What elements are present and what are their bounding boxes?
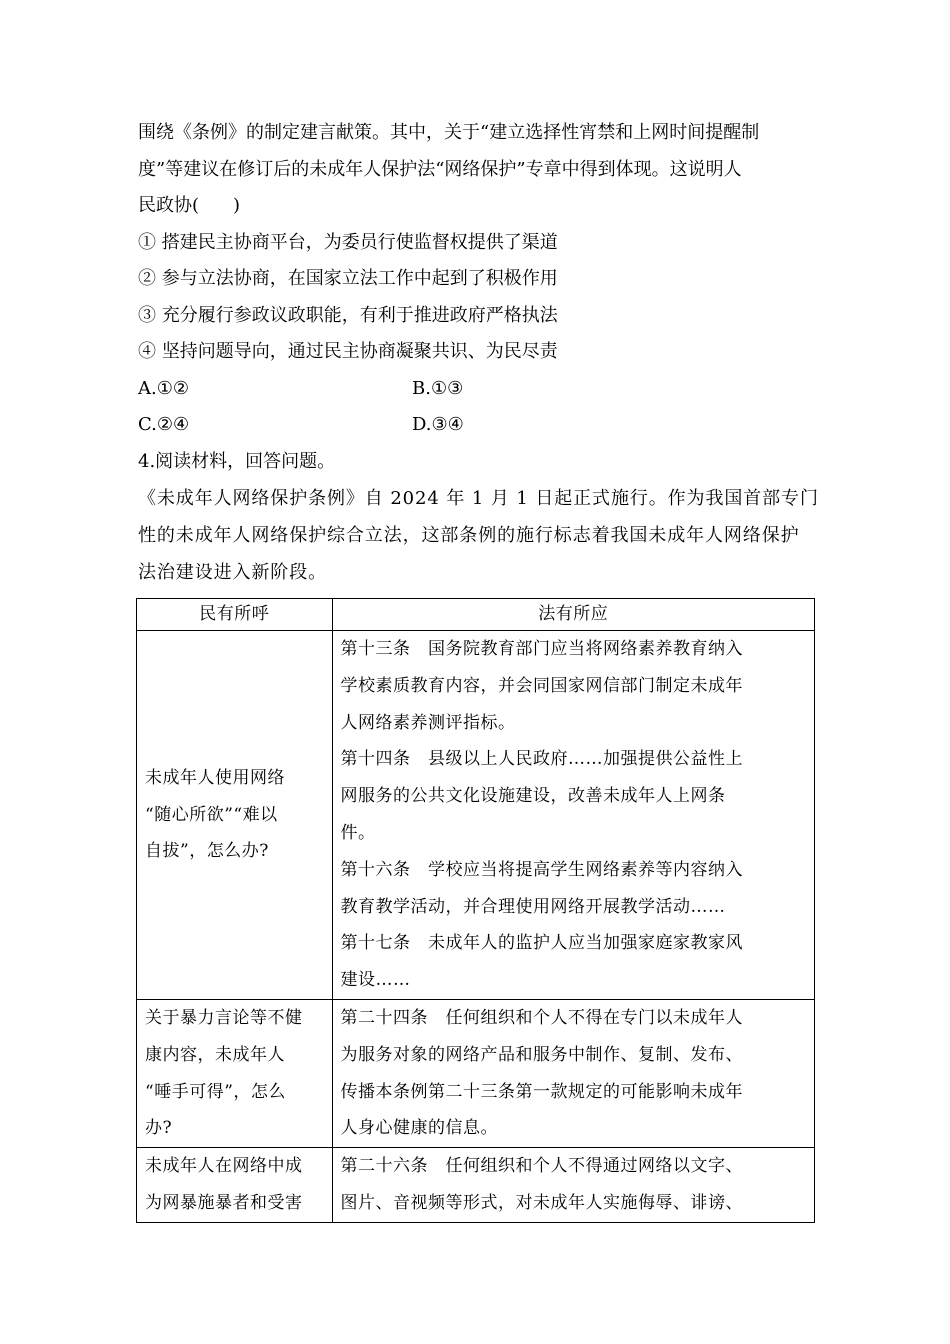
table-cell-demand [137, 1148, 333, 1223]
cell-line: 自拔”，怎么办? [145, 841, 269, 862]
q3-stem-line-2: 度”等建议在修订后的未成年人保护法“网络保护”专章中得到体现。这说明人 [138, 159, 742, 180]
table-row [137, 999, 815, 1147]
q4-material-line-2: 性的未成年人网络保护综合立法，这部条例的施行标志着我国未成年人网络保护 [138, 525, 800, 546]
cell-line: 建设…… [340, 970, 411, 991]
cell-line: 关于暴力言论等不健 [145, 1007, 303, 1028]
table-cell-response [332, 999, 814, 1147]
q3-option-a: A.①② [138, 378, 189, 399]
cell-line: 为网暴施暴者和受害 [145, 1192, 303, 1213]
cell-line: 未成年人使用网络 [145, 767, 285, 788]
cell-line: 人网络素养测评指标。 [340, 712, 516, 733]
q3-stem-text: 民政协( [138, 195, 200, 216]
cell-line: 第二十四条 任何组织和个人不得在专门以未成年人 [340, 1007, 744, 1028]
cell-line: 传播本条例第二十三条第一款规定的可能影响未成年 [340, 1081, 744, 1102]
q4-heading: 4.阅读材料，回答问题。 [138, 451, 336, 472]
q4-material-line-1: 《未成年人网络保护条例》自 2024 年 1 月 1 日起正式施行。作为我国首部专门 [138, 488, 819, 509]
cell-line: 第十六条 学校应当将提高学生网络素养等内容纳入 [340, 859, 744, 880]
q3-option-c: C.②④ [138, 414, 190, 435]
table-row [137, 1148, 815, 1223]
cell-line: 为服务对象的网络产品和服务中制作、复制、发布、 [340, 1044, 744, 1065]
cell-line: 第十七条 未成年人的监护人应当加强家庭家教家风 [340, 933, 744, 954]
law-table [136, 598, 815, 1223]
table-header-row [137, 599, 815, 631]
table-row [137, 631, 815, 1000]
table-cell-demand [137, 999, 333, 1147]
cell-line: 学校素质教育内容，并会同国家网信部门制定未成年 [340, 675, 744, 696]
cell-line: 第二十六条 任何组织和个人不得通过网络以文字、 [340, 1156, 744, 1177]
cell-line: 图片、音视频等形式，对未成年人实施侮辱、诽谤、 [340, 1192, 744, 1213]
q3-statement-1: ① 搭建民主协商平台，为委员行使监督权提供了渠道 [138, 232, 558, 253]
cell-line: 件。 [340, 822, 376, 843]
q3-stem-close: ) [233, 195, 241, 216]
table-cell-demand [137, 631, 333, 1000]
q3-statement-4: ④ 坚持问题导向，通过民主协商凝聚共识、为民尽责 [138, 341, 558, 362]
q3-option-d: D.③④ [412, 414, 464, 435]
table-header-demand: 民有所呼 [137, 599, 333, 631]
cell-line: “随心所欲”“难以 [145, 804, 278, 825]
table-header-response: 法有所应 [332, 599, 814, 631]
cell-line: 教育教学活动，并合理使用网络开展教学活动…… [340, 896, 726, 917]
cell-line: 第十四条 县级以上人民政府……加强提供公益性上 [340, 749, 744, 770]
cell-line: 网服务的公共文化设施建设，改善未成年人上网条 [340, 786, 726, 807]
q4-material-line-3: 法治建设进入新阶段。 [138, 562, 327, 583]
q3-stem-line-3 [138, 194, 240, 218]
table-cell-response [332, 1148, 814, 1223]
q3-option-b: B.①③ [412, 378, 464, 399]
cell-line: 办? [145, 1118, 173, 1139]
cell-line: “唾手可得”，怎么 [145, 1081, 286, 1102]
q3-statement-2: ② 参与立法协商，在国家立法工作中起到了积极作用 [138, 268, 558, 289]
cell-line: 第十三条 国务院教育部门应当将网络素养教育纳入 [340, 639, 744, 659]
cell-line: 康内容，未成年人 [145, 1044, 285, 1065]
cell-line: 未成年人在网络中成 [145, 1156, 303, 1177]
q3-stem-line-1: 围绕《条例》的制定建言献策。其中，关于“建立选择性宵禁和上网时间提醒制 [138, 122, 760, 143]
cell-line: 人身心健康的信息。 [340, 1118, 499, 1139]
table-cell-response [332, 631, 814, 1000]
q3-statement-3: ③ 充分履行参政议政职能，有利于推进政府严格执法 [138, 305, 558, 326]
